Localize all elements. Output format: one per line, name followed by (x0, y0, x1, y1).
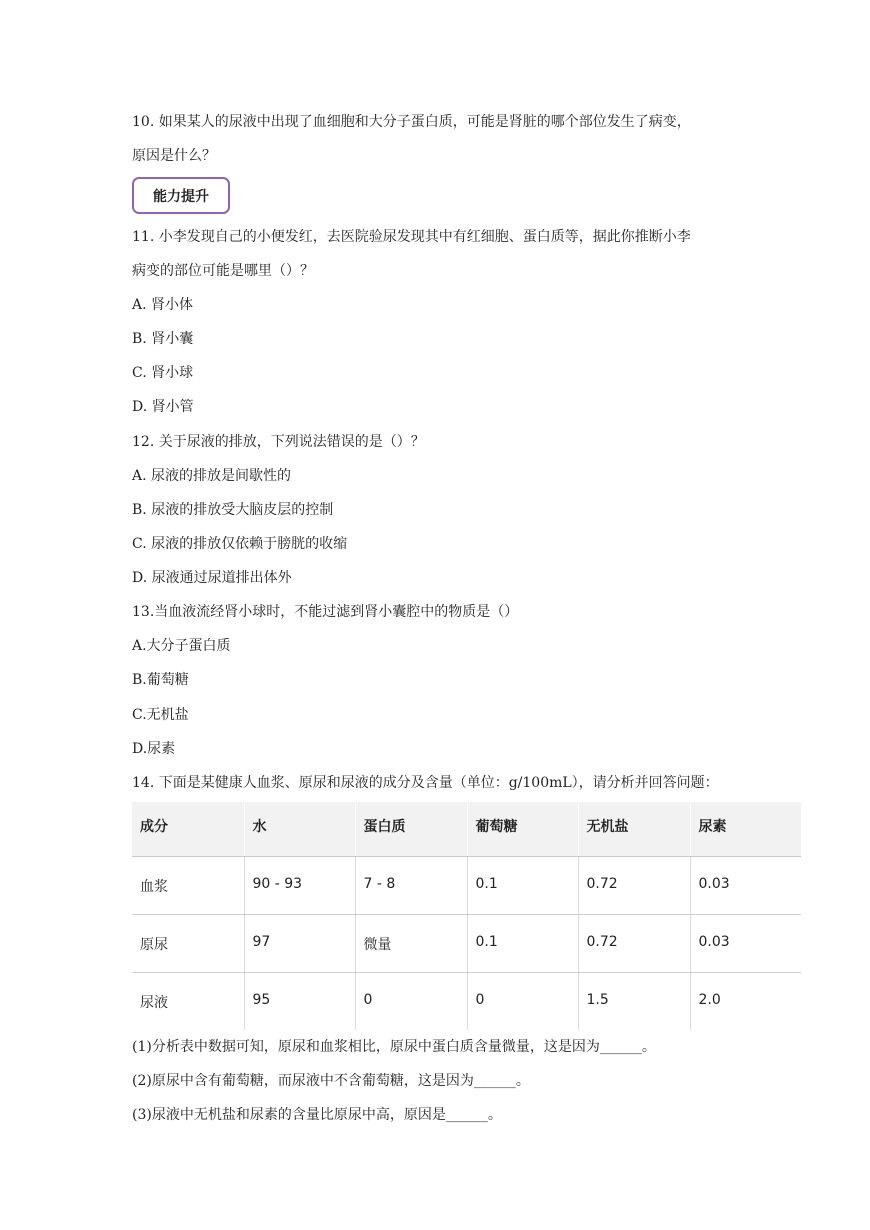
table-cell: 0 (355, 972, 467, 1030)
q12-option-c: C. 尿液的排放仅依赖于膀胱的收缩 (132, 536, 348, 552)
table-cell: 尿液 (132, 972, 244, 1030)
table-row (132, 914, 801, 972)
table-cell: 0 (467, 972, 578, 1030)
table-cell: 0.03 (690, 856, 801, 914)
q11-option-d: D. 肾小管 (132, 399, 194, 415)
table-cell: 原尿 (132, 914, 244, 972)
q12-option-b: B. 尿液的排放受大脑皮层的控制 (132, 502, 334, 518)
table-cell: 0.03 (690, 914, 801, 972)
q13-option-d: D.尿素 (132, 741, 176, 757)
table-cell: 0.72 (578, 856, 690, 914)
table-header-cell: 成分 (132, 802, 244, 856)
q11-line-1: 11. 小李发现自己的小便发红，去医院验尿发现其中有红细胞、蛋白质等，据此你推断小李 (132, 229, 691, 245)
q10-line-2: 原因是什么？ (132, 148, 216, 164)
table-header-row (132, 802, 801, 856)
q11-option-a: A. 肾小体 (132, 297, 194, 313)
q11-option-c: C. 肾小球 (132, 365, 194, 381)
q12-option-d: D. 尿液通过尿道排出体外 (132, 570, 292, 586)
table-cell: 2.0 (698, 991, 721, 1008)
table-cell: 微量 (355, 914, 467, 972)
q11-line-2: 病变的部位可能是哪里（）？ (132, 263, 314, 279)
q14-stem: 14. 下面是某健康人血浆、原尿和尿液的成分及含量（单位：g/100mL），请分析并回答问题： (132, 775, 719, 791)
composition-table (132, 802, 801, 1030)
q10-line-1: 10. 如果某人的尿液中出现了血细胞和大分子蛋白质，可能是肾脏的哪个部位发生了病变， (132, 114, 691, 130)
table-cell: 血浆 (132, 856, 244, 914)
q12-stem: 12. 关于尿液的排放，下列说法错误的是（）？ (132, 434, 425, 450)
table-cell: 0.1 (467, 856, 578, 914)
table-row (132, 972, 801, 1030)
table-row (132, 856, 801, 914)
table-header-cell: 蛋白质 (355, 802, 467, 856)
q13-option-b: B.葡萄糖 (132, 672, 189, 688)
table-header-cell: 无机盐 (578, 802, 690, 856)
table-cell: 0.72 (578, 914, 690, 972)
table-cell: 1.5 (578, 972, 690, 1030)
table-cell: 0.1 (467, 914, 578, 972)
table-cell: 97 (244, 914, 355, 972)
table-header-cell: 水 (244, 802, 355, 856)
q14-sub-question-3: (3)尿液中无机盐和尿素的含量比原尿中高，原因是______。 (132, 1107, 502, 1123)
q13-stem: 13.当血液流经肾小球时，不能过滤到肾小囊腔中的物质是（） (132, 604, 519, 620)
section-badge: 能力提升 (132, 177, 230, 214)
table-header-cell: 葡萄糖 (467, 802, 578, 856)
q12-option-a: A. 尿液的排放是间歇性的 (132, 468, 292, 484)
table-cell: 95 (244, 972, 355, 1030)
q13-option-a: A.大分子蛋白质 (132, 638, 231, 654)
table-cell: 7 - 8 (355, 856, 467, 914)
q11-option-b: B. 肾小囊 (132, 331, 194, 347)
q13-option-c: C.无机盐 (132, 707, 189, 723)
q14-sub-question-2: (2)原尿中含有葡萄糖，而尿液中不含葡萄糖，这是因为______。 (132, 1073, 530, 1089)
table-header-cell: 尿素 (690, 802, 801, 856)
q14-sub-question-1: (1)分析表中数据可知，原尿和血浆相比，原尿中蛋白质含量微量，这是因为______。 (132, 1039, 656, 1055)
table-cell: 90 - 93 (244, 856, 355, 914)
